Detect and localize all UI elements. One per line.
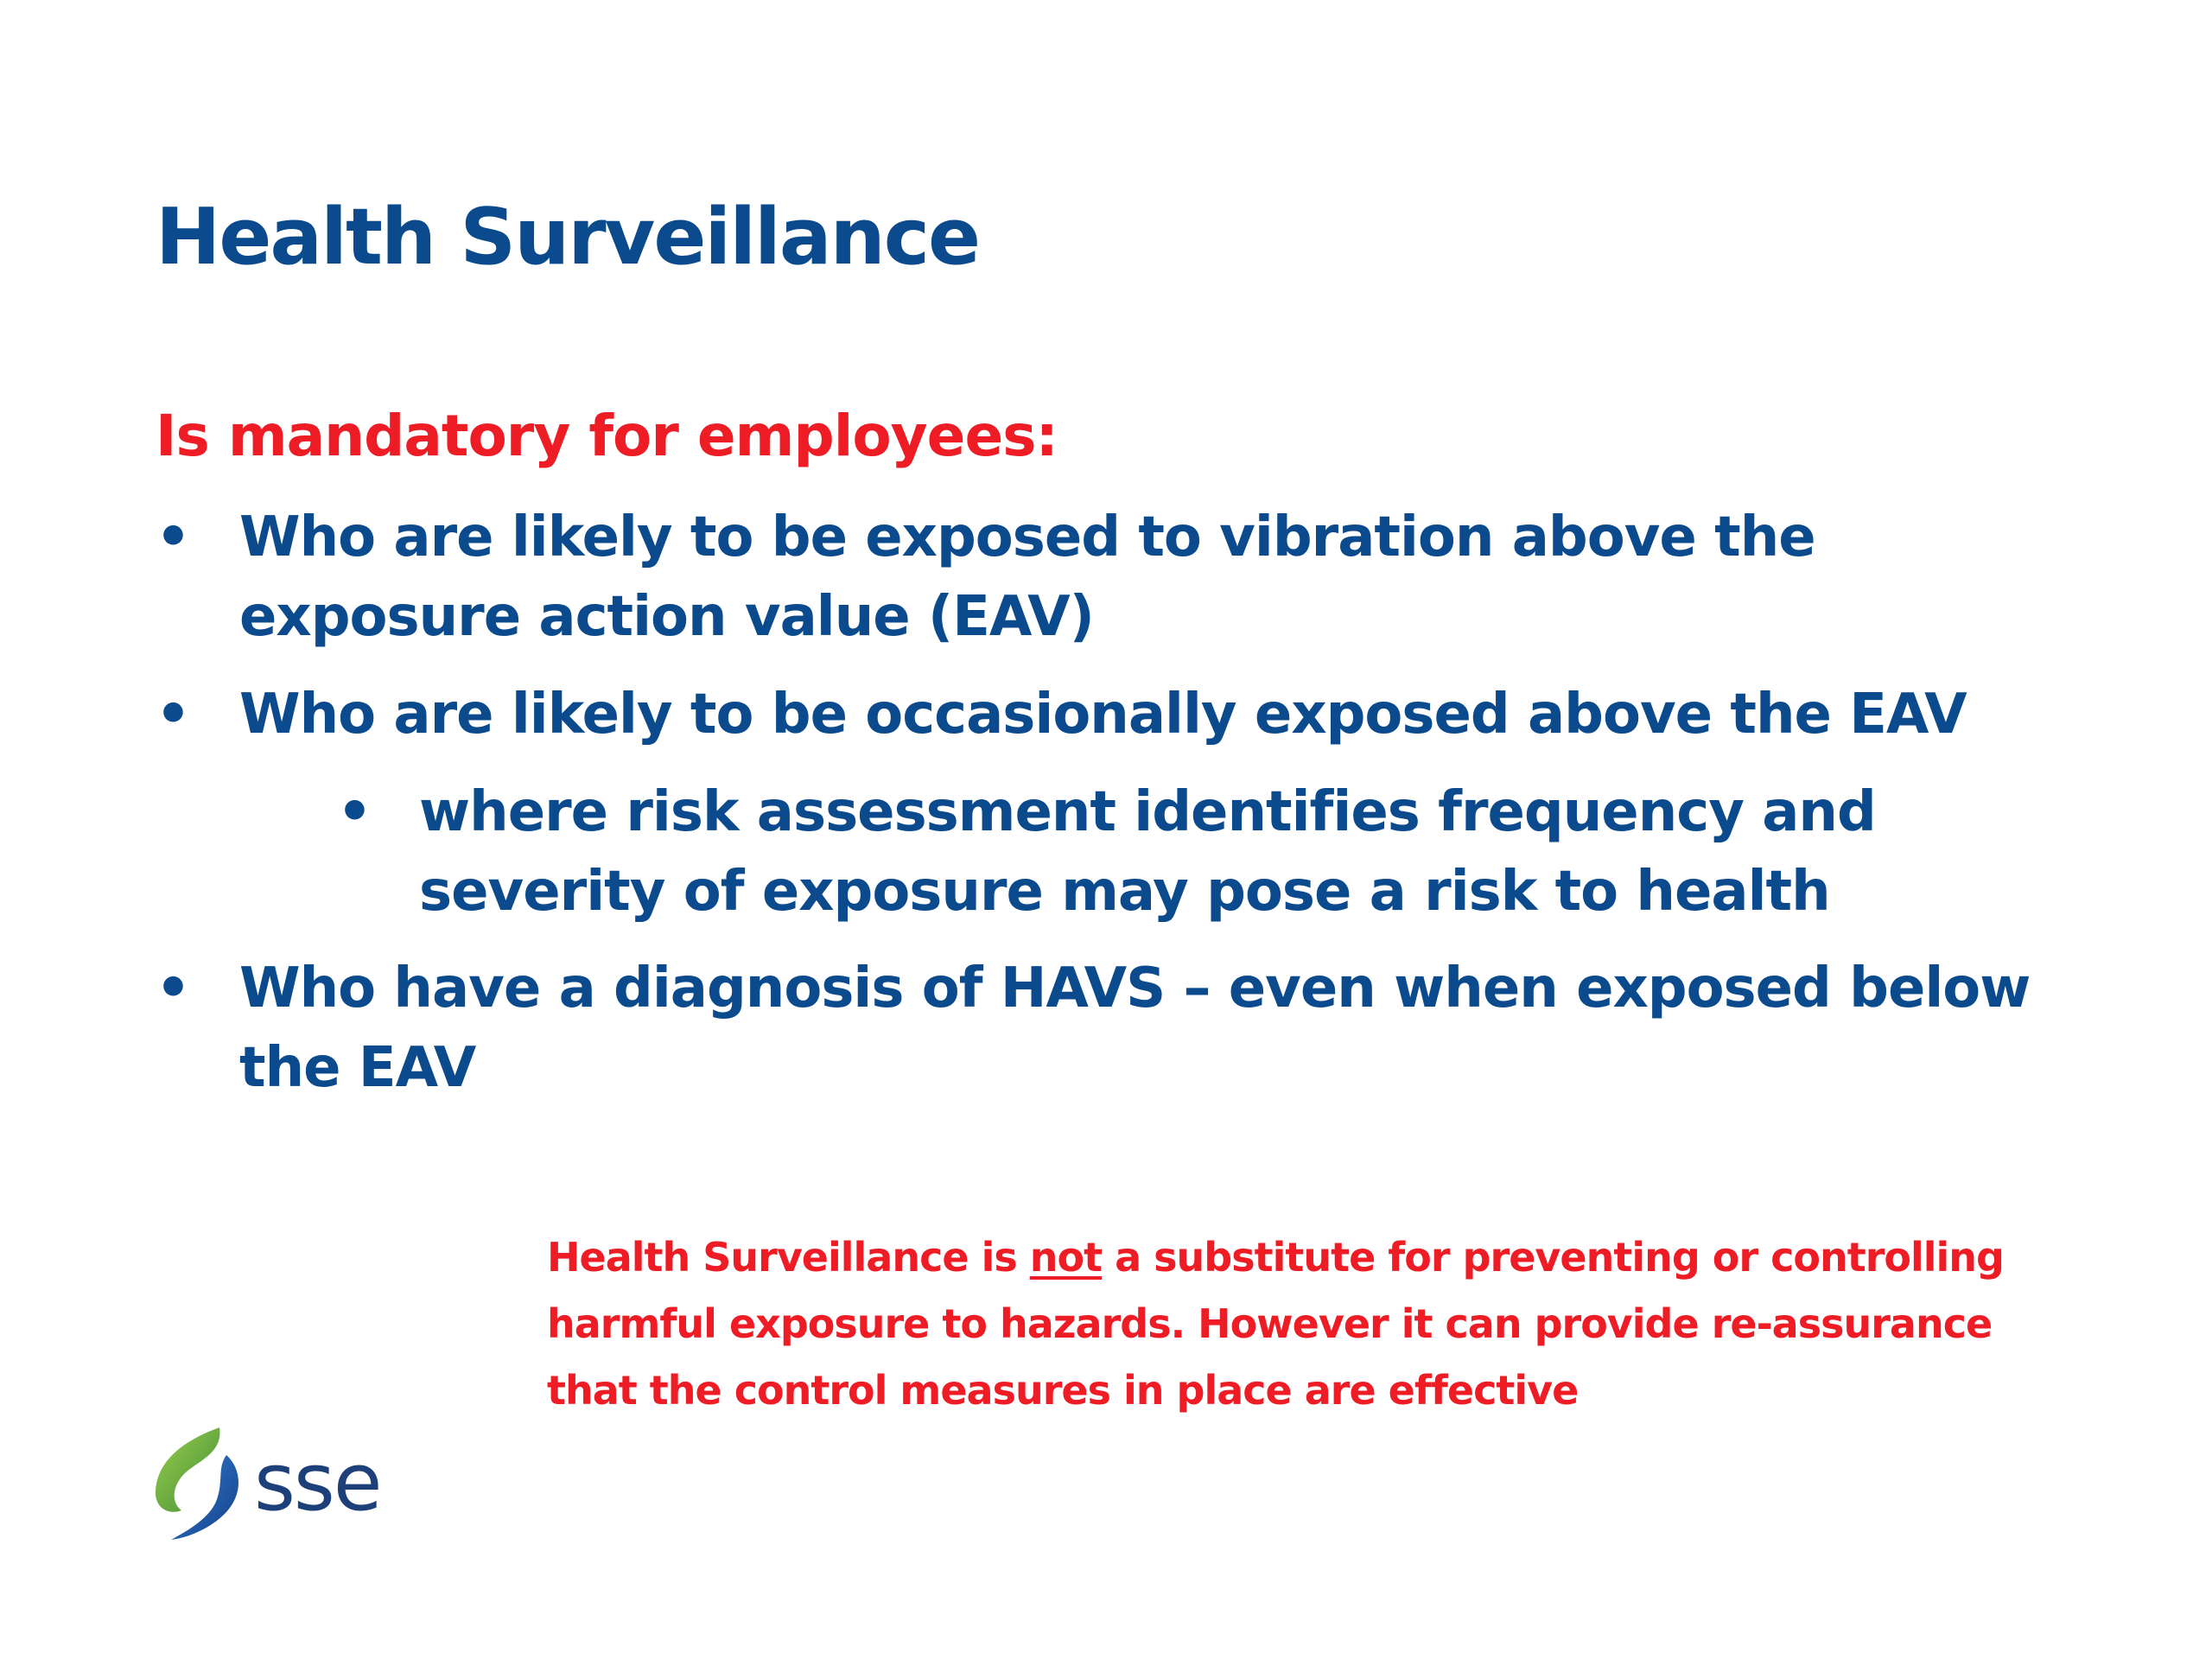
sub-bullet-item xyxy=(337,772,1876,931)
bullet-item xyxy=(156,949,2030,1108)
bullet-dot: • xyxy=(156,683,190,747)
bullet-dot: • xyxy=(156,505,190,569)
bullet-item xyxy=(156,498,1815,657)
sse-logo xyxy=(152,1424,403,1545)
note-line: that the control measures in place are effective xyxy=(547,1367,1579,1414)
note-emphasis: not xyxy=(1029,1234,1103,1281)
bullet-dot: • xyxy=(156,957,190,1020)
bullet-text-line: severity of exposure may pose a risk to health xyxy=(419,860,1830,924)
bullet-item xyxy=(156,675,1967,754)
note-line: harmful exposure to hazards. However it can provide re-assurance xyxy=(547,1300,1993,1347)
bullet-text-line: Who are likely to be occasionally exposed above the EAV xyxy=(239,683,1967,747)
slide-title: Health Surveillance xyxy=(156,192,980,283)
logo-text: sse xyxy=(254,1436,381,1529)
bullet-text-line: where risk assessment identifies frequency and xyxy=(419,780,1876,844)
note-text: a substitute for preventing or controlling xyxy=(1102,1234,2004,1281)
bullet-dot: • xyxy=(337,780,372,844)
note-line xyxy=(547,1224,2102,1291)
bullet-text-line: Who have a diagnosis of HAVS – even when exposed below xyxy=(239,957,2031,1020)
intro-text: Is mandatory for employees: xyxy=(156,403,1058,469)
disclaimer-note xyxy=(547,1224,2102,1424)
note-text: Health Surveillance is xyxy=(547,1234,1030,1281)
bullet-text-line: the EAV xyxy=(239,1036,476,1100)
bullet-text-line: exposure action value (EAV) xyxy=(239,585,1094,649)
bullet-text-line: Who are likely to be exposed to vibration above the xyxy=(239,505,1815,569)
sse-swoosh-icon xyxy=(152,1424,256,1545)
